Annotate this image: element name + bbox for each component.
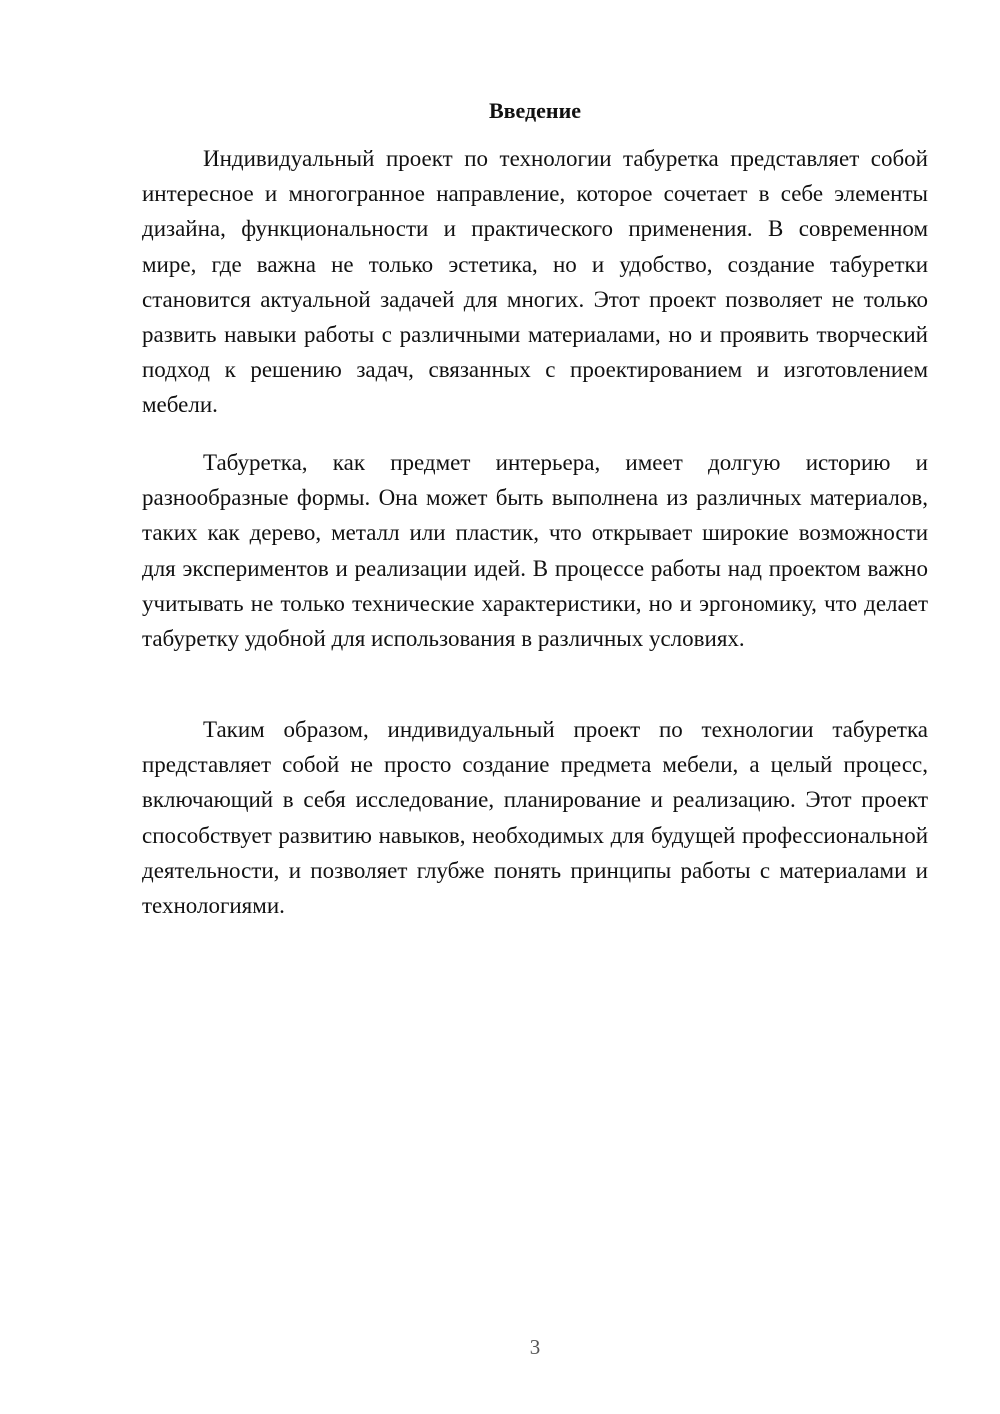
section-heading: Введение <box>488 98 582 123</box>
page-number: 3 <box>529 1335 541 1359</box>
paragraph-3: Таким образом, индивидуальный проект по технологии табуретка представляет собой не просто создание предмета мебели, а целый процесс, включающий в себя исследование, планирование и реализацию. Этот проект способствует развитию навыков, необходимых для будущей профессиональной деятельности, и позволяет глубже понять принципы работы с материалами и технологиями. <box>142 717 928 919</box>
paragraph-2: Табуретка, как предмет интерьера, имеет долгую историю и разнообразные формы. Она может быть выполнена из различных материалов, таких как дерево, металл или пластик, что открывает широкие возможности для экспериментов и реализации идей. В процессе работы над проектом важно учитывать не только технические характеристики, но и эргономику, что делает табуретку удобной для использования в различных условиях. <box>142 450 928 652</box>
paragraph-1: Индивидуальный проект по технологии табуретка представляет собой интересное и многогранное направление, которое сочетает в себе элементы дизайна, функциональности и практического применения. В современном мире, где важна не только эстетика, но и удобство, создание табуретки становится актуальной задачей для многих. Этот проект позволяет не только развить навыки работы с различными материалами, но и проявить творческий подход к решению задач, связанных с проектированием и изготовлением мебели. <box>142 146 928 418</box>
